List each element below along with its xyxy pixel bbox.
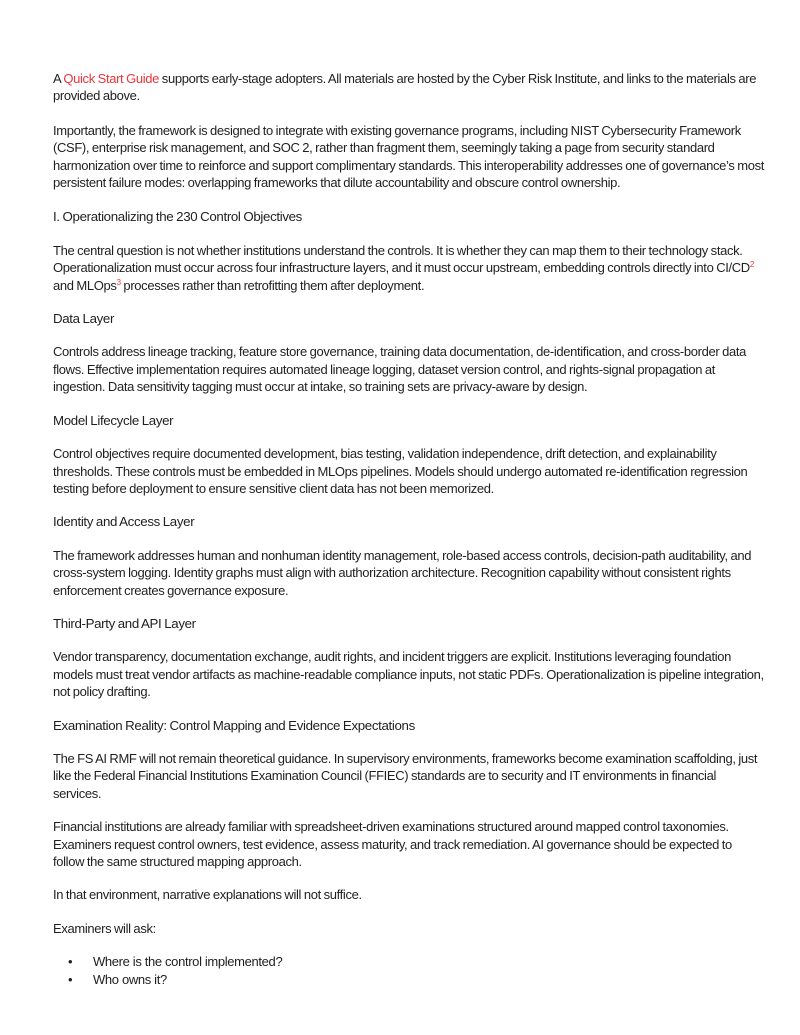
footnote-ref-3[interactable]: 3 xyxy=(116,277,121,287)
document-page xyxy=(53,70,765,988)
quick-start-guide-link[interactable]: Quick Start Guide xyxy=(63,71,160,86)
section-heading-examination-reality: Examination Reality: Control Mapping and Evidence Expectations xyxy=(53,717,415,733)
bullet-icon: • xyxy=(68,954,73,970)
interoperability-paragraph: Importantly, the framework is designed to integrate with existing governance programs, including NIST Cybersecurity Framework (CSF), enterprise risk management, and SOC 2, rather than fragment them, seemingly taking a page from security standard harmonization over time to reinforce and support complimentary standards. This interoperability addresses one of governance’s most persistent failure modes: overlapping frameworks that dilute accountability and obscure control ownership. xyxy=(53,122,765,191)
layer-heading-identity-access: Identity and Access Layer xyxy=(53,514,195,530)
layer-text-identity-access: The framework addresses human and nonhuman identity management, role-based access controls, decision-path auditability, and cross-system logging. Identity graphs must align with authorization architecture. Recognition capability without consistent rights enforcement creates governance exposure. xyxy=(53,547,752,598)
list-item-text: Who owns it? xyxy=(93,971,167,987)
exam-paragraph-4: Examiners will ask: xyxy=(53,920,156,936)
layer-heading-third-party-api: Third-Party and API Layer xyxy=(53,615,196,631)
operationalizing-text-1: The central question is not whether institutions understand the controls. It is whether they can map them to their technology stack. Operationalization must occur across four infrastructure layers, and it must occur upstream, embedding controls directly into CI/CD xyxy=(53,242,750,276)
layer-text-data: Controls address lineage tracking, feature store governance, training data documentation, de-identification, and cross-border data flows. Effective implementation requires automated lineage logging, dataset version control, and rights-signal propagation at ingestion. Data sensitivity tagging must occur at intake, so training sets are privacy-aware by design. xyxy=(53,344,747,395)
list-item xyxy=(53,971,765,988)
list-item-text: Where is the control implemented? xyxy=(93,954,283,970)
intro-prefix: A xyxy=(53,71,64,86)
layer-heading-model-lifecycle: Model Lifecycle Layer xyxy=(53,412,174,428)
list-item xyxy=(53,953,765,970)
footnote-ref-2[interactable]: 2 xyxy=(749,260,754,270)
layer-text-model-lifecycle: Control objectives require documented development, bias testing, validation independence, drift detection, and explainability thresholds. These controls must be embedded in MLOps pipelines. Models should undergo automated re-identification regression testing before deployment to ensure sensitive client data has not been memorized. xyxy=(53,446,748,496)
layer-heading-data: Data Layer xyxy=(53,311,115,327)
examiner-questions-list xyxy=(53,953,765,988)
bullet-icon: • xyxy=(68,971,73,987)
section-heading-operationalizing: I. Operationalizing the 230 Control Objectives xyxy=(53,209,302,225)
intro-suffix: supports early-stage adopters. All materials are hosted by the Cyber Risk Institute, and links to the materials are provided above. xyxy=(53,71,757,104)
operationalizing-text-3: processes rather than retrofitting them after deployment. xyxy=(120,277,425,293)
exam-paragraph-2: Financial institutions are already familiar with spreadsheet-driven examinations structured around mapped control taxonomies. Examiners request control owners, test evidence, assess maturity, and track remediation. AI governance should be expected to follow the same structured mapping approach. xyxy=(53,819,732,869)
exam-paragraph-3: In that environment, narrative explanations will not suffice. xyxy=(53,887,362,903)
intro-paragraph xyxy=(53,70,765,105)
operationalizing-paragraph xyxy=(53,242,765,294)
layer-text-third-party-api: Vendor transparency, documentation exchange, audit rights, and incident triggers are explicit. Institutions leveraging foundation models must treat vendor artifacts as machine-readable compliance inputs, not static PDFs. Operationalization is pipeline integration, not policy drafting. xyxy=(53,649,764,700)
exam-paragraph-1: The FS AI RMF will not remain theoretical guidance. In supervisory environments, frameworks become examination scaffolding, just like the Federal Financial Institutions Examination Council (FFIEC) standards are to security and IT environments in financial services. xyxy=(53,750,758,801)
operationalizing-text-2: and MLOps xyxy=(53,277,117,293)
